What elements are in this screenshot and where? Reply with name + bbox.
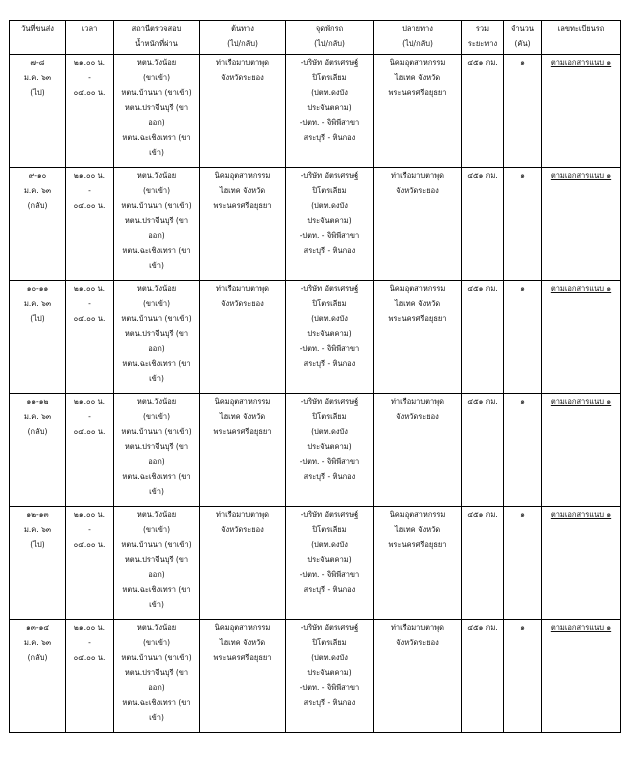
cell-plate: ตามเอกสารแนบ ๑ — [542, 620, 621, 733]
cell-distance: ๔๕๑ กม. — [462, 507, 504, 620]
cell-date: ๑๓-๑๔ ม.ค. ๖๓ (กลับ) — [10, 620, 66, 733]
cell-destination: นิคมอุตสาหกรรม ไฮเทค จังหวัด พระนครศรีอยุธยา — [374, 507, 462, 620]
cell-time: ๒๑.๐๐ น. - ๐๔.๐๐ น. — [66, 507, 114, 620]
cell-date: ๑๑-๑๒ ม.ค. ๖๓ (กลับ) — [10, 394, 66, 507]
cell-plate: ตามเอกสารแนบ ๑ — [542, 281, 621, 394]
cell-destination: ท่าเรือมาบตาพุด จังหวัดระยอง — [374, 394, 462, 507]
cell-stations: หตน.วังน้อย (ขาเข้า) หตน.บ้านนา (ขาเข้า) หตน.ปราจีนบุรี (ขา ออก) หตน.ฉะเชิงเทรา (ขา เข้า) — [114, 168, 200, 281]
table-row — [10, 620, 621, 733]
cell-destination: ท่าเรือมาบตาพุด จังหวัดระยอง — [374, 168, 462, 281]
cell-origin: นิคมอุตสาหกรรม ไฮเทค จังหวัด พระนครศรีอยุธยา — [200, 394, 286, 507]
cell-stops: -บริษัท อัตรเศรษฐ์ ปิโตรเลียม (ปตท.ดงบัง ประจันตคาม) -ปตท. - จิพิพีสาขา สระบุรี - หินกอง — [286, 55, 374, 168]
cell-destination: ท่าเรือมาบตาพุด จังหวัดระยอง — [374, 620, 462, 733]
cell-date: ๑๒-๑๓ ม.ค. ๖๓ (ไป) — [10, 507, 66, 620]
cell-time: ๒๑.๐๐ น. - ๐๔.๐๐ น. — [66, 620, 114, 733]
header-date: วันที่ขนส่ง — [10, 21, 66, 55]
cell-distance: ๔๕๑ กม. — [462, 281, 504, 394]
cell-time: ๒๑.๐๐ น. - ๐๔.๐๐ น. — [66, 55, 114, 168]
header-time: เวลา — [66, 21, 114, 55]
header-origin: ต้นทาง (ไป/กลับ) — [200, 21, 286, 55]
cell-date: ๙-๑๐ ม.ค. ๖๓ (กลับ) — [10, 168, 66, 281]
cell-count: ๑ — [504, 394, 542, 507]
cell-stations: หตน.วังน้อย (ขาเข้า) หตน.บ้านนา (ขาเข้า) หตน.ปราจีนบุรี (ขา ออก) หตน.ฉะเชิงเทรา (ขา เข้า) — [114, 55, 200, 168]
cell-stops: -บริษัท อัตรเศรษฐ์ ปิโตรเลียม (ปตท.ดงบัง ประจันตคาม) -ปตท. - จิพิพีสาขา สระบุรี - หินกอง — [286, 394, 374, 507]
cell-plate: ตามเอกสารแนบ ๑ — [542, 507, 621, 620]
header-stations: สถานีตรวจสอบ น้ำหนักที่ผ่าน — [114, 21, 200, 55]
cell-count: ๑ — [504, 620, 542, 733]
header-count: จำนวน (คัน) — [504, 21, 542, 55]
cell-destination: นิคมอุตสาหกรรม ไฮเทค จังหวัด พระนครศรีอยุธยา — [374, 55, 462, 168]
cell-origin: นิคมอุตสาหกรรม ไฮเทค จังหวัด พระนครศรีอยุธยา — [200, 620, 286, 733]
cell-time: ๒๑.๐๐ น. - ๐๔.๐๐ น. — [66, 394, 114, 507]
cell-count: ๑ — [504, 168, 542, 281]
cell-stations: หตน.วังน้อย (ขาเข้า) หตน.บ้านนา (ขาเข้า) หตน.ปราจีนบุรี (ขา ออก) หตน.ฉะเชิงเทรา (ขา เข้า) — [114, 394, 200, 507]
cell-distance: ๔๕๑ กม. — [462, 55, 504, 168]
cell-count: ๑ — [504, 55, 542, 168]
cell-stops: -บริษัท อัตรเศรษฐ์ ปิโตรเลียม (ปตท.ดงบัง ประจันตคาม) -ปตท. - จิพิพีสาขา สระบุรี - หินกอง — [286, 281, 374, 394]
cell-stops: -บริษัท อัตรเศรษฐ์ ปิโตรเลียม (ปตท.ดงบัง ประจันตคาม) -ปตท. - จิพิพีสาขา สระบุรี - หินกอง — [286, 168, 374, 281]
cell-destination: นิคมอุตสาหกรรม ไฮเทค จังหวัด พระนครศรีอยุธยา — [374, 281, 462, 394]
cell-time: ๒๑.๐๐ น. - ๐๔.๐๐ น. — [66, 281, 114, 394]
cell-stations: หตน.วังน้อย (ขาเข้า) หตน.บ้านนา (ขาเข้า) หตน.ปราจีนบุรี (ขา ออก) หตน.ฉะเชิงเทรา (ขา เข้า) — [114, 620, 200, 733]
cell-distance: ๔๕๑ กม. — [462, 620, 504, 733]
cell-origin: นิคมอุตสาหกรรม ไฮเทค จังหวัด พระนครศรีอยุธยา — [200, 168, 286, 281]
table-row — [10, 281, 621, 394]
cell-origin: ท่าเรือมาบตาพุด จังหวัดระยอง — [200, 55, 286, 168]
table-row — [10, 55, 621, 168]
transport-schedule-table — [9, 20, 621, 733]
table-row — [10, 394, 621, 507]
cell-plate: ตามเอกสารแนบ ๑ — [542, 394, 621, 507]
cell-distance: ๔๕๑ กม. — [462, 394, 504, 507]
cell-stations: หตน.วังน้อย (ขาเข้า) หตน.บ้านนา (ขาเข้า) หตน.ปราจีนบุรี (ขา ออก) หตน.ฉะเชิงเทรา (ขา เข้า) — [114, 507, 200, 620]
cell-origin: ท่าเรือมาบตาพุด จังหวัดระยอง — [200, 507, 286, 620]
cell-stations: หตน.วังน้อย (ขาเข้า) หตน.บ้านนา (ขาเข้า) หตน.ปราจีนบุรี (ขา ออก) หตน.ฉะเชิงเทรา (ขา เข้า) — [114, 281, 200, 394]
cell-distance: ๔๕๑ กม. — [462, 168, 504, 281]
cell-count: ๑ — [504, 281, 542, 394]
cell-stops: -บริษัท อัตรเศรษฐ์ ปิโตรเลียม (ปตท.ดงบัง ประจันตคาม) -ปตท. - จิพิพีสาขา สระบุรี - หินกอง — [286, 620, 374, 733]
header-plate: เลขทะเบียนรถ — [542, 21, 621, 55]
header-row — [10, 21, 621, 55]
cell-plate: ตามเอกสารแนบ ๑ — [542, 168, 621, 281]
cell-date: ๑๐-๑๑ ม.ค. ๖๓ (ไป) — [10, 281, 66, 394]
cell-date: ๗-๘ ม.ค. ๖๓ (ไป) — [10, 55, 66, 168]
table-row — [10, 168, 621, 281]
table-row — [10, 507, 621, 620]
cell-origin: ท่าเรือมาบตาพุด จังหวัดระยอง — [200, 281, 286, 394]
cell-time: ๒๑.๐๐ น. - ๐๔.๐๐ น. — [66, 168, 114, 281]
header-destination: ปลายทาง (ไป/กลับ) — [374, 21, 462, 55]
header-distance: รวม ระยะทาง — [462, 21, 504, 55]
header-stops: จุดพักรถ (ไป/กลับ) — [286, 21, 374, 55]
cell-count: ๑ — [504, 507, 542, 620]
cell-stops: -บริษัท อัตรเศรษฐ์ ปิโตรเลียม (ปตท.ดงบัง ประจันตคาม) -ปตท. - จิพิพีสาขา สระบุรี - หินกอง — [286, 507, 374, 620]
cell-plate: ตามเอกสารแนบ ๑ — [542, 55, 621, 168]
